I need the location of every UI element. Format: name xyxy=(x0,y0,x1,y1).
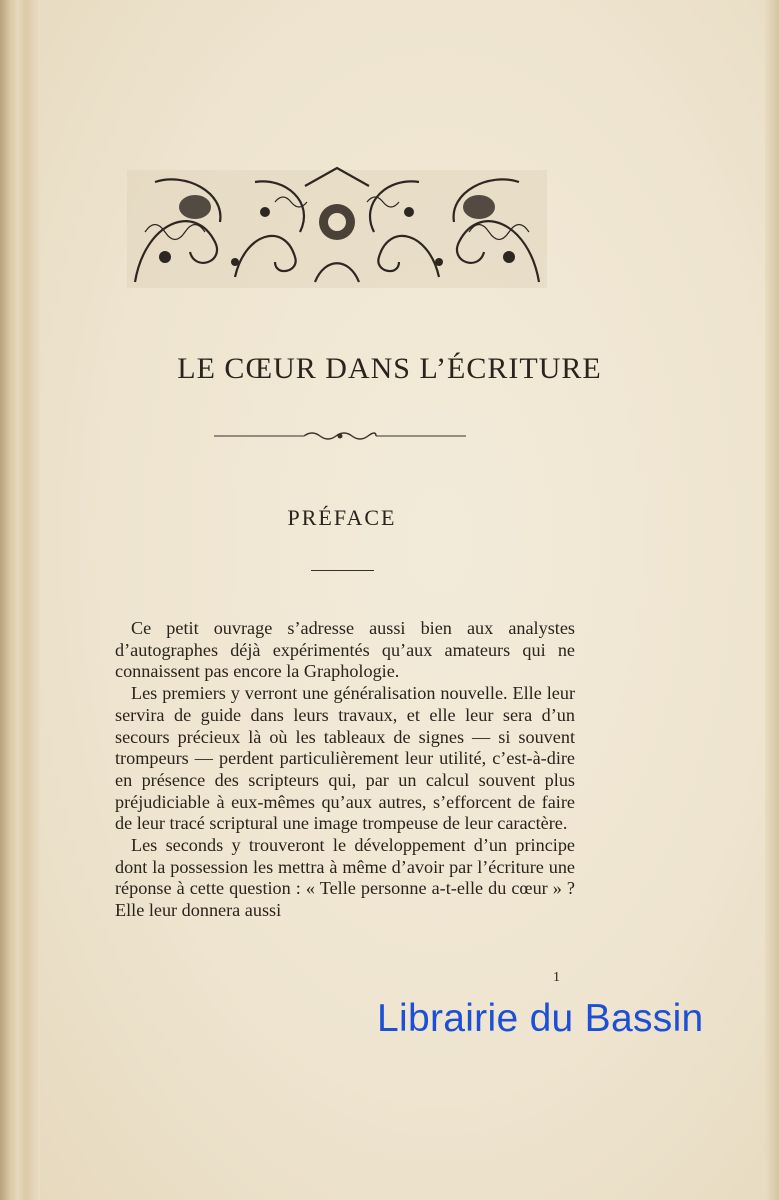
paragraph: Ce petit ouvrage s’adresse aussi bien aux analystes d’autographes déjà expérimentés qu’aux amateurs qui ne connaissent pas encore la Graphologie. xyxy=(115,618,575,682)
flourish-divider-icon xyxy=(214,428,466,444)
preface-body xyxy=(115,618,575,922)
heading-rule xyxy=(311,570,374,571)
paragraph: Les premiers y verront une généralisation nouvelle. Elle leur servira de guide dans leurs travaux, et elle leur sera d’un secours précieux là où les tableaux de signes — si souvent trompeurs — perdent particulièrement leur utilité, c’est-à-dire en présence des scripteurs qui, par un calcul souvent plus préjudiciable à eux-mêmes qu’aux autres, s’efforcent de faire de leur tracé scriptural une image trompeuse de leur caractère. xyxy=(115,683,575,834)
baroque-scroll-ornament-icon xyxy=(125,162,549,292)
page-number: 1 xyxy=(553,970,560,985)
paragraph: Les seconds y trouveront le développement d’un principe dont la possession les mettra à même d’avoir par l’écriture une réponse à cette question : « Telle personne a-t-elle du cœur » ? Elle leur donnera aussi xyxy=(115,835,575,921)
section-heading: PRÉFACE xyxy=(287,505,397,530)
watermark-text: Librairie du Bassin xyxy=(377,997,704,1040)
book-spine-shadow xyxy=(0,0,40,1200)
book-title: LE CŒUR DANS L’ÉCRITURE xyxy=(177,352,602,385)
page-edge xyxy=(765,0,779,1200)
